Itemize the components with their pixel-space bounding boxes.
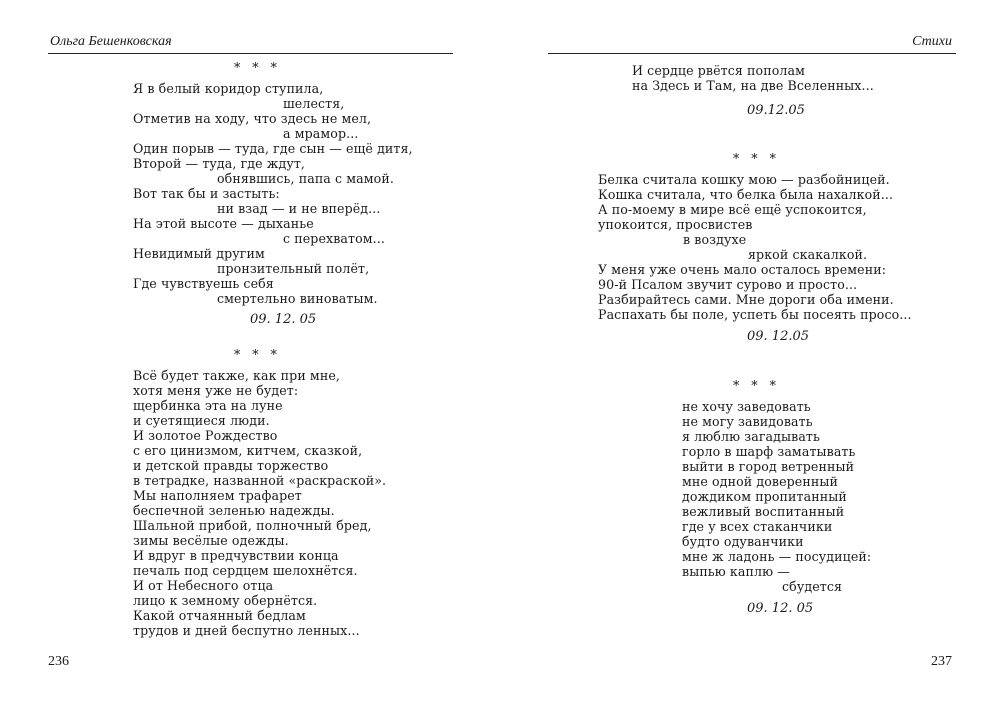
- poem-line: Мы наполняем трафарет: [133, 488, 302, 503]
- poem-line: Я в белый коридор ступила,: [133, 81, 324, 96]
- poem-line: обнявшись, папа с мамой.: [217, 171, 394, 186]
- poem-line: вежливый воспитанный: [682, 504, 845, 519]
- poem-line: И сердце рвётся пополам: [632, 63, 805, 78]
- poem-line: Какой отчаянный бедлам: [133, 608, 306, 623]
- running-head-section: Стихи: [912, 34, 952, 49]
- poem-line: с перехватом...: [283, 231, 385, 246]
- poem-line: ни взад — и не вперёд...: [217, 201, 381, 216]
- poem-line: где у всех стаканчики: [682, 519, 833, 534]
- poem-date: 09. 12. 05: [747, 601, 814, 616]
- poem-line: На этой высоте — дыханье: [133, 216, 314, 231]
- poem-line: И от Небесного отца: [133, 578, 274, 593]
- poem-1: [133, 81, 413, 306]
- section-separator: * * *: [234, 347, 281, 362]
- poem-line: шелестя,: [283, 96, 345, 111]
- poem-line: выпью каплю —: [682, 564, 790, 579]
- poem-line: У меня уже очень мало осталось времени:: [598, 262, 887, 277]
- poem-line: Невидимый другим: [133, 246, 265, 261]
- section-separator: * * *: [733, 378, 780, 393]
- poem-line: Где чувствуешь себя: [133, 276, 274, 291]
- poem-line: смертельно виноватым.: [217, 291, 378, 306]
- poem-date: 09. 12.05: [747, 329, 810, 344]
- poem-line: в воздухе: [683, 232, 747, 247]
- poem-line: и суетящиеся люди.: [133, 413, 270, 428]
- poem-line: беспечной зеленью надежды.: [133, 503, 335, 518]
- poem-line: щербинка эта на луне: [133, 398, 283, 413]
- poem-4: [682, 399, 871, 594]
- poem-line: я люблю загадывать: [682, 429, 820, 444]
- poem-line: будто одуванчики: [682, 534, 804, 549]
- poem-line: яркой скакалкой.: [748, 247, 868, 262]
- poem-date: 09. 12. 05: [250, 312, 317, 327]
- poem-line: а мрамор...: [283, 126, 359, 141]
- poem-line: мне ж ладонь — посудицей:: [682, 549, 872, 564]
- poem-line: Кошка считала, что белка была нахалкой...: [598, 187, 894, 202]
- page-number: 236: [48, 654, 69, 669]
- poem-line: упокоится, просвистев: [598, 217, 753, 232]
- poem-line: Вот так бы и застыть:: [133, 186, 280, 201]
- poem-line: Всё будет также, как при мне,: [133, 368, 340, 383]
- header-rule: [548, 53, 956, 54]
- poem-line: Шальной прибой, полночный бред,: [133, 518, 372, 533]
- poem-line: не могу завидовать: [682, 414, 813, 429]
- poem-line: 90-й Псалом звучит сурово и просто...: [598, 277, 858, 292]
- poem-2-continued: [632, 63, 874, 93]
- poem-line: не хочу заведовать: [682, 399, 811, 414]
- poem-line: Белка считала кошку мою — разбойницей.: [598, 172, 890, 187]
- right-page: [500, 0, 1000, 707]
- running-head-author: Ольга Бешенковская: [50, 34, 172, 49]
- poem-3: [598, 172, 912, 322]
- poem-2: [133, 368, 386, 638]
- poem-line: Второй — туда, где ждут,: [133, 156, 306, 171]
- poem-line: хотя меня уже не будет:: [133, 383, 299, 398]
- poem-line: зимы весёлые одежды.: [133, 533, 289, 548]
- poem-line: Распахать бы поле, успеть бы посеять просо...: [598, 307, 912, 322]
- section-separator: * * *: [733, 151, 780, 166]
- poem-line: Один порыв — туда, где сын — ещё дитя,: [133, 141, 413, 156]
- header-rule: [48, 53, 453, 54]
- poem-line: выйти в город ветренный: [682, 459, 855, 474]
- poem-line: А по-моему в мире всё ещё успокоится,: [598, 202, 867, 217]
- poem-line: с его цинизмом, китчем, сказкой,: [133, 443, 363, 458]
- poem-line: И вдруг в предчувствии конца: [133, 548, 339, 563]
- poem-line: лицо к земному обернётся.: [133, 593, 318, 608]
- poem-line: И золотое Рождество: [133, 428, 278, 443]
- poem-line: Разбирайтесь сами. Мне дороги оба имени.: [598, 292, 894, 307]
- poem-line: пронзительный полёт,: [217, 261, 370, 276]
- poem-date: 09.12.05: [747, 103, 805, 118]
- poem-line: горло в шарф заматывать: [682, 444, 856, 459]
- poem-line: мне одной доверенный: [682, 474, 838, 489]
- poem-line: Отметив на ходу, что здесь не мел,: [133, 111, 372, 126]
- poem-line: на Здесь и Там, на две Вселенных...: [632, 78, 874, 93]
- poem-line: трудов и дней беспутно ленных...: [133, 623, 360, 638]
- poem-line: печаль под сердцем шелохнётся.: [133, 563, 358, 578]
- page-number: 237: [931, 654, 952, 669]
- section-separator: * * *: [234, 60, 281, 75]
- poem-line: и детской правды торжество: [133, 458, 329, 473]
- poem-line: сбудется: [782, 579, 843, 594]
- poem-line: в тетрадке, названной «раскраской».: [133, 473, 387, 488]
- poem-line: дождиком пропитанный: [682, 489, 847, 504]
